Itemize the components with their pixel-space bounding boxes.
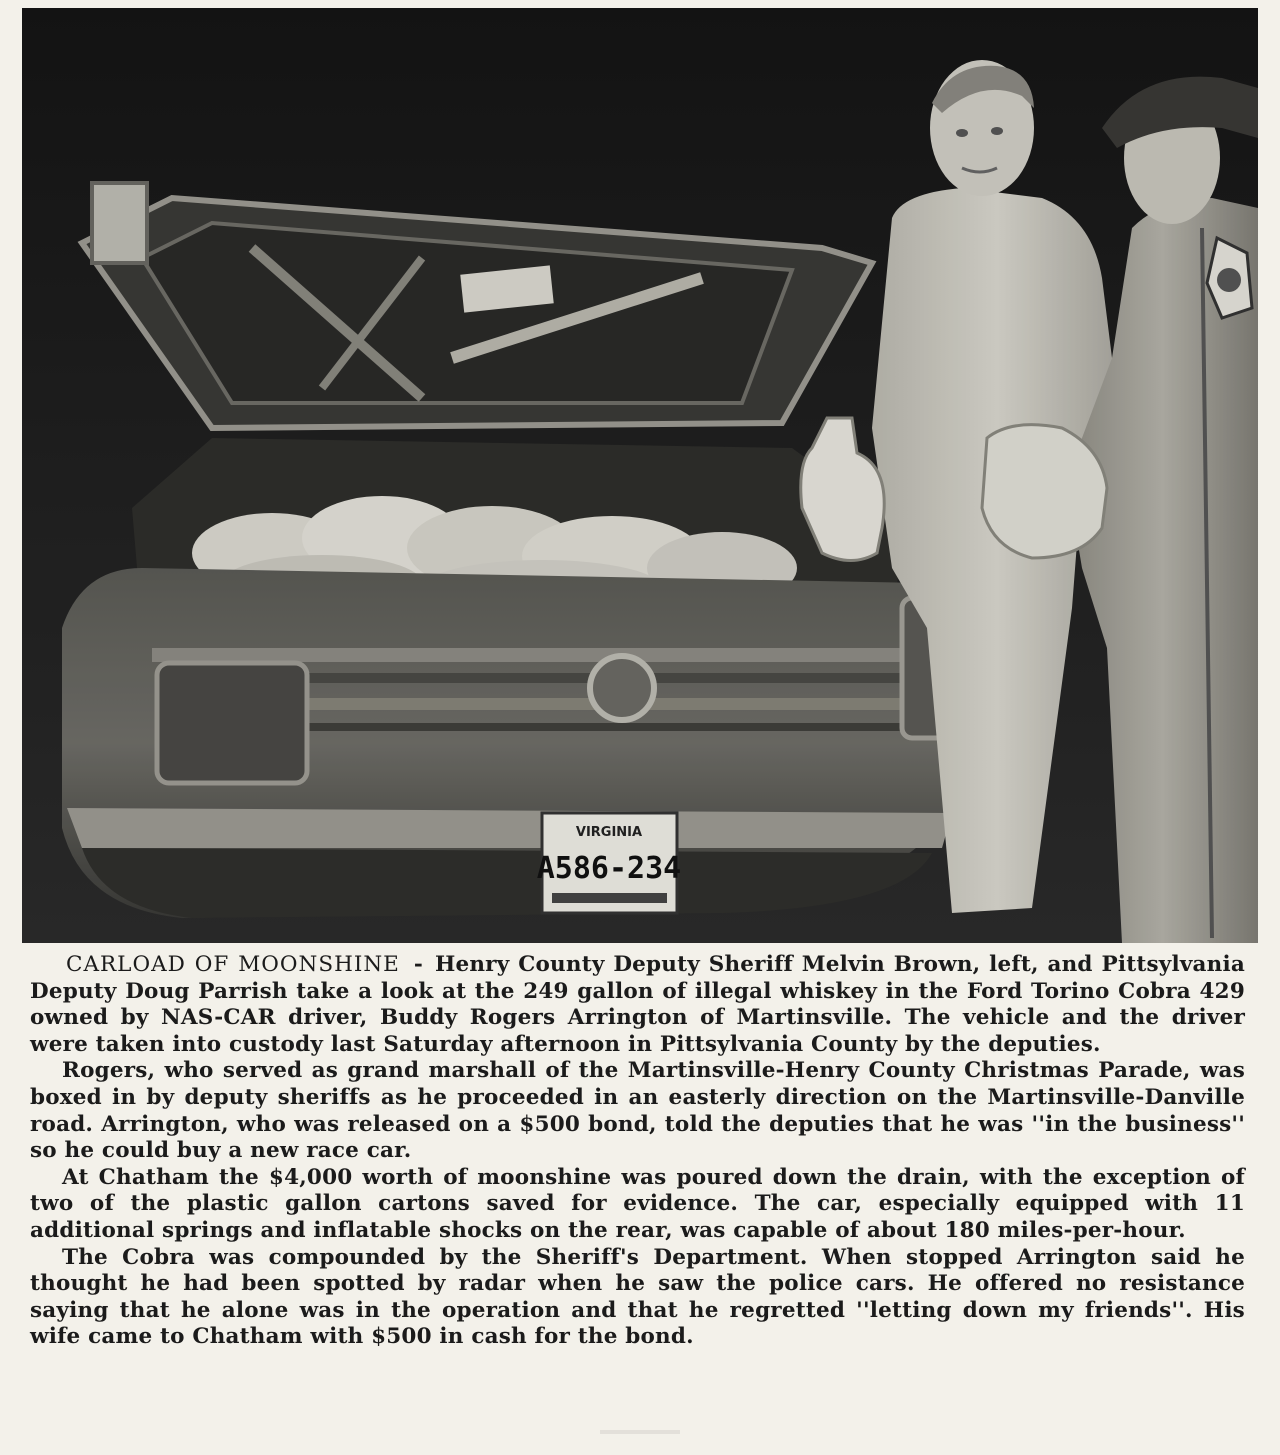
license-plate-number: A586-234 [536,851,682,886]
caption-paragraph-1 [30,952,1245,1058]
news-photo [22,8,1258,943]
caption-paragraph-2: Rogers, who served as grand marshall of the Martinsville-Henry County Christmas Parade, was boxed in by deputy sheriffs as he proceeded in an easterly direction on the Martinsville-Danville road. Arrington, who was released on a $500 bond, told the deputies that he was ''in the business'' so he could buy a new race car. [30,1058,1245,1164]
paper-smudge [600,1430,680,1434]
photo-caption [30,952,1245,1351]
caption-headline: CARLOAD OF MOONSHINE [66,952,400,977]
caption-paragraph-3: At Chatham the $4,000 worth of moonshine was poured down the drain, with the exception of two of the plastic gallon cartons saved for evidence. The car, especially equipped with 11 additional springs and inflatable shocks on the rear, was capable of about 180 miles-per-hour. [30,1164,1245,1243]
caption-paragraph-4: The Cobra was compounded by the Sheriff's Department. When stopped Arrington said he thought he had been spotted by radar when he saw the police cars. He offered no resistance saying that he alone was in the operation and that he regretted ''letting down my friends''. His wife came to Chatham with $500 in cash for the bond. [30,1244,1245,1350]
photo-illustration [22,8,1258,943]
caption-paragraph-1-text: Henry County Deputy Sheriff Melvin Brown, left, and Pittsylvania Deputy Doug Parrish take a look at the 249 gallon of illegal whiskey in the Ford Torino Cobra 429 owned by NAS-CAR driver, Buddy Rogers Arrington of Martinsville. The vehicle and the driver were taken into custody last Saturday afternoon in Pittsylvania County by the deputies. [30,952,1245,1057]
caption-dash: - [413,952,423,977]
license-plate-state: VIRGINIA [575,825,643,840]
